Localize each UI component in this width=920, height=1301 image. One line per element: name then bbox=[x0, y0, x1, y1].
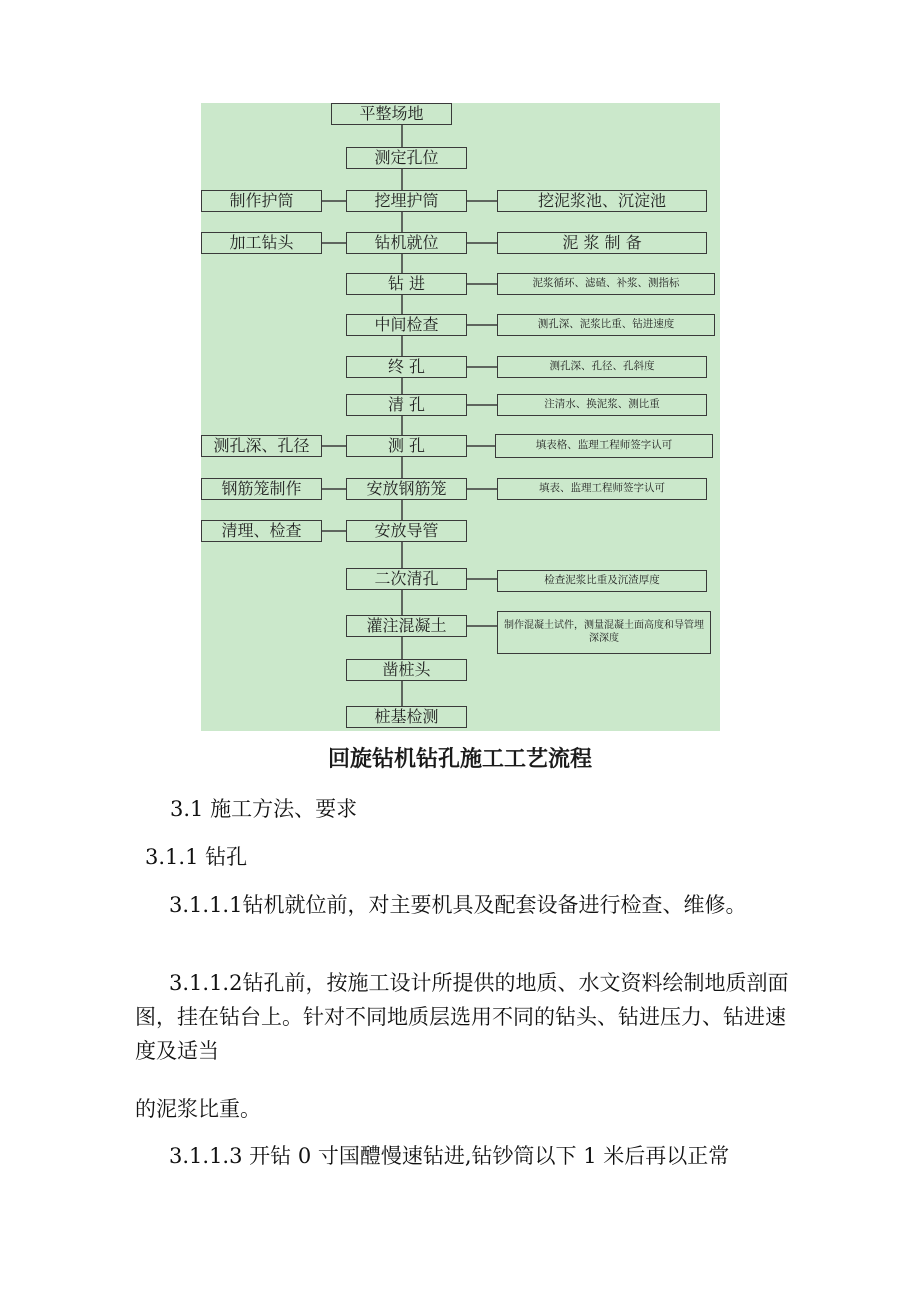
heading-3-1: 3.1 施工方法、要求 bbox=[170, 797, 358, 821]
step-locate-hole: 测定孔位 bbox=[346, 147, 467, 169]
note-drilling: 泥浆循环、滤碴、补浆、测指标 bbox=[497, 273, 715, 295]
step-second-clean: 二次清孔 bbox=[346, 568, 467, 590]
step-level-site: 平整场地 bbox=[331, 103, 452, 125]
flowchart bbox=[201, 103, 720, 731]
left-measure-depth: 测孔深、孔径 bbox=[201, 435, 322, 457]
left-make-casing: 制作护筒 bbox=[201, 190, 322, 212]
step-measure-hole: 测 孔 bbox=[346, 435, 467, 457]
step-place-tremie: 安放导管 bbox=[346, 520, 467, 542]
figure-caption: 回旋钻机钻孔施工工艺流程 bbox=[327, 747, 592, 772]
step-rig-position: 钻机就位 bbox=[346, 232, 467, 254]
paragraph-3-1-1-2: 3.1.1.2钻孔前，按施工设计所提供的地质、水文资料绘制地质剖面图，挂在钻台上。针对不同地质层选用不同的钻头、钻进压力、钻进速度及适当 bbox=[135, 971, 789, 1063]
paragraph-3-1-1-3: 3.1.1.3 开钻 0 寸国醴慢速钻进,钻钞筒以下 1 米后再以正常 bbox=[169, 1144, 730, 1168]
note-final-hole: 测孔深、孔径、孔斜度 bbox=[497, 356, 707, 378]
note-clean-hole: 注清水、换泥浆、测比重 bbox=[497, 394, 707, 416]
note-mud-prep: 泥 浆 制 备 bbox=[497, 232, 707, 254]
note-mid-check: 测孔深、泥浆比重、钻进速度 bbox=[497, 314, 715, 336]
paragraph-3-1-1-1: 3.1.1.1钻机就位前，对主要机具及配套设备进行检查、维修。 bbox=[169, 893, 747, 917]
note-mud-pits: 挖泥浆池、沉淀池 bbox=[497, 190, 707, 212]
note-place-cage: 填表、监理工程师签字认可 bbox=[497, 478, 707, 500]
step-place-cage: 安放钢筋笼 bbox=[346, 478, 467, 500]
step-clean-hole: 清 孔 bbox=[346, 394, 467, 416]
step-pile-test: 桩基检测 bbox=[346, 706, 467, 728]
step-final-hole: 终 孔 bbox=[346, 356, 467, 378]
left-make-cage: 钢筋笼制作 bbox=[201, 478, 322, 500]
note-second-clean: 检查泥浆比重及沉渣厚度 bbox=[497, 570, 707, 592]
left-clean-check: 清理、检查 bbox=[201, 520, 322, 542]
step-drilling: 钻 进 bbox=[346, 273, 467, 295]
step-bury-casing: 挖埋护筒 bbox=[346, 190, 467, 212]
step-pour-concrete: 灌注混凝土 bbox=[346, 615, 467, 637]
left-make-bit: 加工钻头 bbox=[201, 232, 322, 254]
heading-3-1-1: 3.1.1 钻孔 bbox=[145, 845, 248, 869]
paragraph-continuation: 的泥浆比重。 bbox=[135, 1097, 261, 1121]
note-measure-hole: 填表格、监理工程师签字认可 bbox=[495, 434, 713, 458]
step-chisel-pile-head: 凿桩头 bbox=[346, 659, 467, 681]
note-pour-concrete: 制作混凝土试件，测量混凝土面高度和导管埋深深度 bbox=[497, 611, 711, 654]
step-mid-check: 中间检查 bbox=[346, 314, 467, 336]
